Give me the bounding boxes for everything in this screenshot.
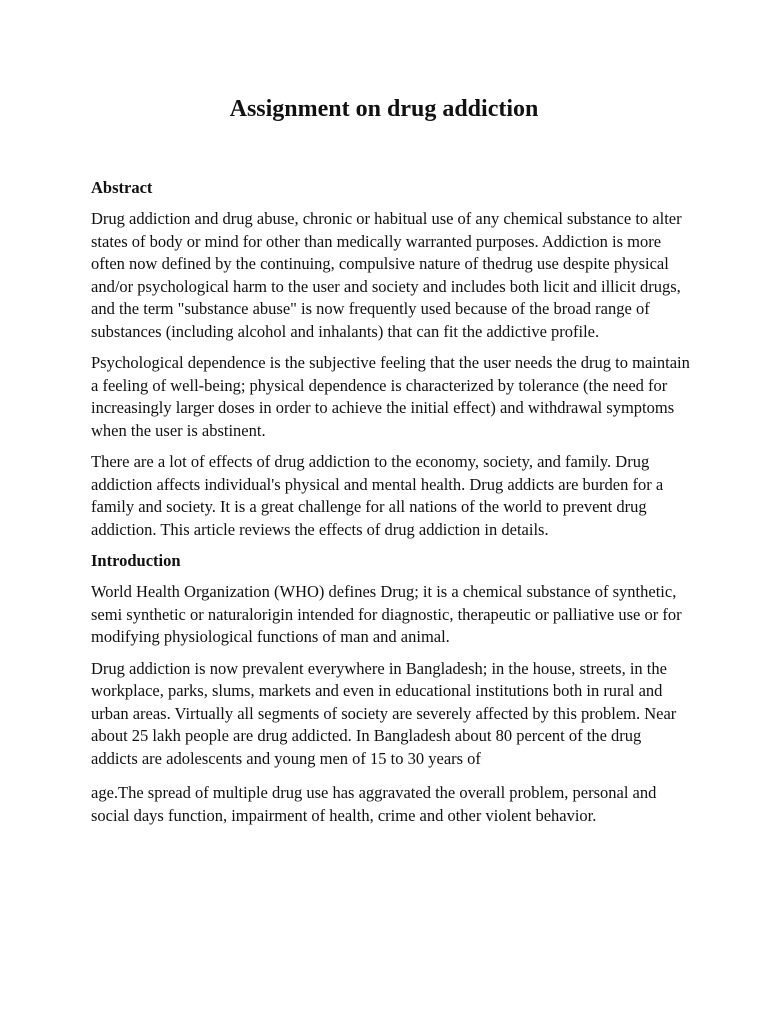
abstract-paragraph-3: There are a lot of effects of drug addiction to the economy, society, and family. Drug addiction affects individual's physical and mental health. Drug addicts are burden for a family and society. It is a great challenge for all nations of the world to prevent drug addiction. This article reviews the effects of drug addiction in details. <box>91 452 664 539</box>
section-heading-introduction: Introduction <box>91 551 181 570</box>
introduction-paragraph-3: age.The spread of multiple drug use has aggravated the overall problem, personal and social days function, impairment of health, crime and other violent behavior. <box>91 783 657 825</box>
introduction-paragraph-2: Drug addiction is now prevalent everywhere in Bangladesh; in the house, streets, in the workplace, parks, slums, markets and even in educational institutions both in rural and urban areas. Virtually all segments of society are severely affected by this problem. Near about 25 lakh people are drug addicted. In Bangladesh about 80 percent of the drug addicts are adolescents and young men of 15 to 30 years of <box>91 658 677 768</box>
abstract-paragraph-1: Drug addiction and drug abuse, chronic or habitual use of any chemical substance to alter states of body or mind for other than medically warranted purposes. Addiction is more often now defined by the continuing, compulsive nature of thedrug use despite physical and/or psychological harm to the user and society and includes both licit and illicit drugs, and the term "substance abuse" is now frequently used because of the broad range of substances (including alcohol and inhalants) that can fit the addictive profile. <box>91 209 682 341</box>
abstract-paragraph-2: Psychological dependence is the subjective feeling that the user needs the drug to maintain a feeling of well-being; physical dependence is characterized by tolerance (the need for increasingly larger doses in order to achieve the initial effect) and withdrawal symptoms when the user is abstinent. <box>91 353 690 440</box>
document-body <box>91 177 691 836</box>
document-title: Assignment on drug addiction <box>229 96 539 122</box>
section-heading-abstract: Abstract <box>91 178 153 197</box>
introduction-paragraph-1: World Health Organization (WHO) defines Drug; it is a chemical substance of synthetic, semi synthetic or naturalorigin intended for diagnostic, therapeutic or palliative use or for modifying physiological functions of man and animal. <box>91 582 682 646</box>
